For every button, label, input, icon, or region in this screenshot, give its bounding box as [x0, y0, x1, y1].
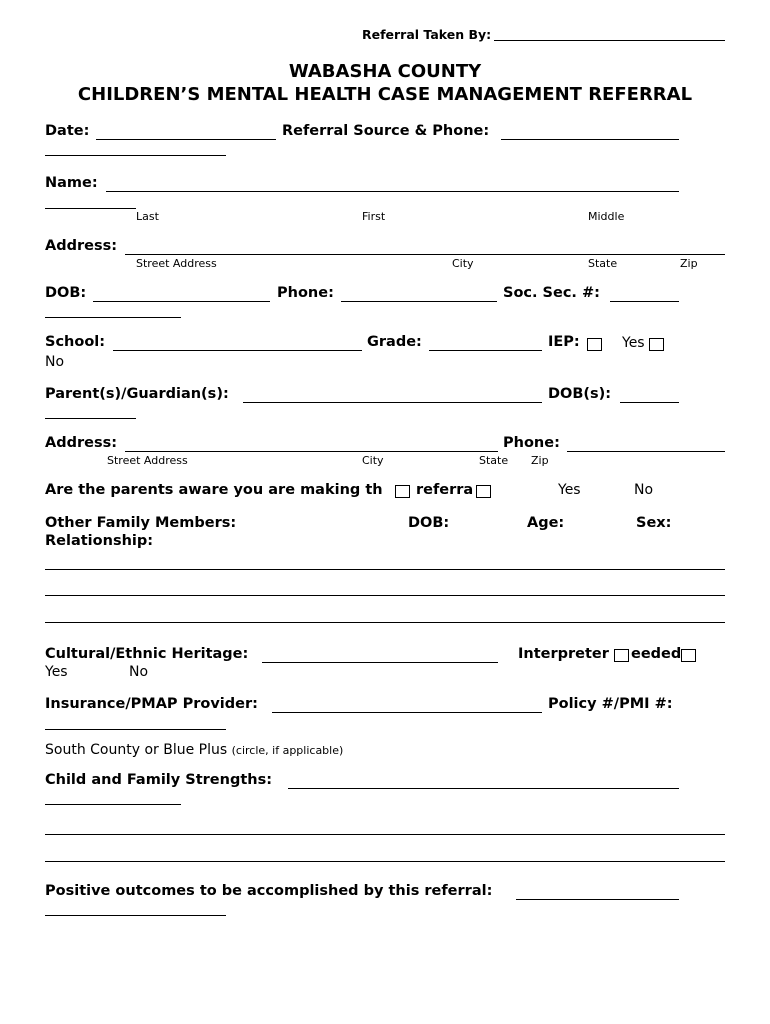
referral-source-field-cont[interactable] [45, 155, 226, 156]
parents-aware-no-label: No [634, 482, 654, 498]
phone-label: Phone: [277, 285, 334, 301]
outcomes-label: Positive outcomes to be accomplished by this referral: [45, 883, 493, 899]
parent-address-field[interactable] [125, 451, 498, 452]
iep-label: IEP: [548, 334, 580, 350]
parents-aware-no-checkbox[interactable] [476, 485, 491, 498]
strengths-label: Child and Family Strengths: [45, 772, 273, 788]
date-label: Date: [45, 123, 90, 139]
form-title: CHILDREN’S MENTAL HEALTH CASE MANAGEMENT REFERRAL [77, 84, 693, 105]
soc-sec-label: Soc. Sec. #: [503, 285, 600, 301]
parents-dob-field[interactable] [620, 402, 679, 403]
address-street-caption: Street Address [136, 257, 217, 270]
cultural-heritage-label: Cultural/Ethnic Heritage: [45, 646, 249, 662]
other-family-age-header: Age: [527, 515, 565, 531]
parents-dob-label: DOB(s): [548, 386, 612, 402]
soc-sec-field-cont[interactable] [45, 317, 181, 318]
referral-taken-by-field[interactable] [494, 40, 725, 41]
parent-address-state-caption: State [479, 454, 509, 467]
iep-yes-checkbox[interactable] [587, 338, 602, 351]
circle-note: (circle, if applicable) [231, 744, 344, 757]
address-field[interactable] [125, 254, 725, 255]
insurance-label: Insurance/PMAP Provider: [45, 696, 258, 712]
soc-sec-field[interactable] [610, 301, 679, 302]
county-title: WABASHA COUNTY [288, 61, 482, 82]
parents-aware-question-cont: referra [416, 482, 474, 498]
address-label: Address: [45, 238, 118, 254]
date-field[interactable] [96, 139, 276, 140]
referral-source-field[interactable] [501, 139, 679, 140]
referral-source-label: Referral Source & Phone: [282, 123, 490, 139]
name-middle-caption: Middle [588, 210, 625, 223]
iep-yes-label: Yes [622, 335, 645, 351]
cultural-heritage-field[interactable] [262, 662, 498, 663]
south-county-option[interactable]: South County or Blue Plus (circle, if applicable) [45, 742, 344, 758]
strengths-line-3[interactable] [45, 861, 725, 862]
interpreter-yes-checkbox[interactable] [614, 649, 629, 662]
referral-taken-by-label: Referral Taken By: [362, 27, 492, 42]
name-field[interactable] [106, 191, 679, 192]
other-family-label: Other Family Members: [45, 515, 237, 531]
name-field-cont[interactable] [45, 208, 136, 209]
interpreter-label-cont: eeded [631, 646, 682, 662]
name-label: Name: [45, 175, 98, 191]
parent-phone-label: Phone: [503, 435, 560, 451]
phone-field[interactable] [341, 301, 497, 302]
school-label: School: [45, 334, 106, 350]
strengths-line-2[interactable] [45, 834, 725, 835]
insurance-field[interactable] [272, 712, 542, 713]
policy-field[interactable] [45, 729, 226, 730]
family-line-2[interactable] [45, 595, 725, 596]
address-zip-caption: Zip [680, 257, 698, 270]
parent-address-street-caption: Street Address [107, 454, 188, 467]
strengths-field[interactable] [288, 788, 679, 789]
interpreter-yes-label: Yes [45, 664, 68, 680]
name-first-caption: First [362, 210, 386, 223]
grade-field[interactable] [429, 350, 542, 351]
other-family-sex-header: Sex: [636, 515, 672, 531]
iep-no-checkbox[interactable] [649, 338, 664, 351]
parents-dob-field-cont[interactable] [45, 418, 136, 419]
address-state-caption: State [588, 257, 618, 270]
interpreter-no-label: No [129, 664, 149, 680]
parents-aware-question: Are the parents aware you are making th [45, 482, 383, 498]
parent-address-city-caption: City [362, 454, 384, 467]
interpreter-no-checkbox[interactable] [681, 649, 696, 662]
strengths-field-cont[interactable] [45, 804, 181, 805]
outcomes-field[interactable] [516, 899, 679, 900]
interpreter-label: Interpreter [518, 646, 609, 662]
family-line-1[interactable] [45, 569, 725, 570]
outcomes-field-cont[interactable] [45, 915, 226, 916]
parent-address-label: Address: [45, 435, 118, 451]
parent-phone-field[interactable] [567, 451, 725, 452]
other-family-dob-header: DOB: [408, 515, 450, 531]
policy-label: Policy #/PMI #: [548, 696, 673, 712]
address-city-caption: City [452, 257, 474, 270]
parents-field[interactable] [243, 402, 542, 403]
parent-address-zip-caption: Zip [531, 454, 549, 467]
parents-aware-yes-label: Yes [558, 482, 581, 498]
iep-no-label: No [45, 354, 65, 370]
school-field[interactable] [113, 350, 362, 351]
grade-label: Grade: [367, 334, 422, 350]
name-last-caption: Last [136, 210, 159, 223]
family-line-3[interactable] [45, 622, 725, 623]
dob-field[interactable] [93, 301, 270, 302]
parents-aware-yes-checkbox[interactable] [395, 485, 410, 498]
parents-label: Parent(s)/Guardian(s): [45, 386, 229, 402]
relationship-header: Relationship: [45, 533, 154, 549]
dob-label: DOB: [45, 285, 87, 301]
